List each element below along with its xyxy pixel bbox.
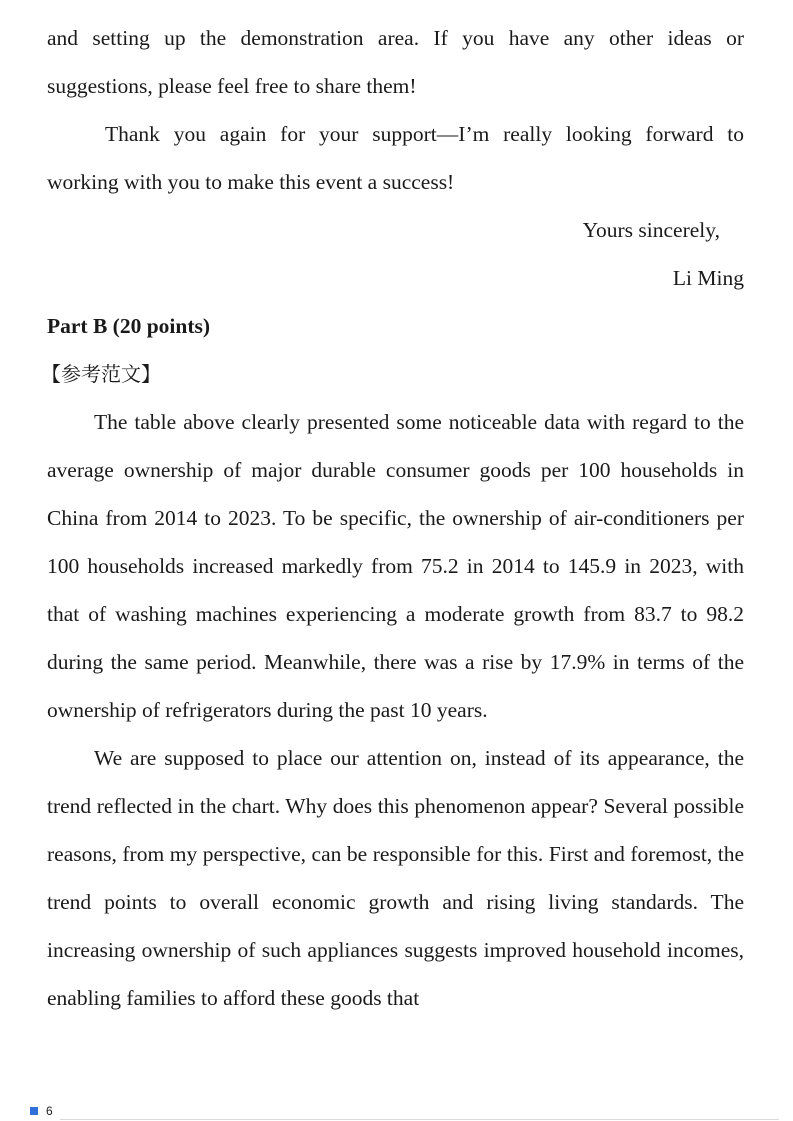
letter-signature: Li Ming <box>672 266 744 290</box>
page-marker-icon <box>30 1107 38 1115</box>
part-b-heading: Part B (20 points) <box>47 314 211 338</box>
essay-paragraph-1: The table above clearly presented some noticeable data with regard to the average ownership of major durable consumer goods per 100 households in China from 2014 to 2023. To be specific, the ownership of air-conditioners per 100 households increased markedly from 75.2 in 2014 to 145.9 in 2023, with that of washing machines experiencing a moderate growth from 83.7 to 98.2 during the same period. Meanwhile, there was a rise by 17.9% in terms of the ownership of refrigerators during the past 10 years. <box>47 410 744 722</box>
essay-paragraph-2: We are supposed to place our attention on, instead of its appearance, the trend reflected in the chart. Why does this phenomenon appear? Several possible reasons, from my perspective, can be responsible for this. First and foremost, the trend points to overall economic growth and rising living standards. The increasing ownership of such appliances suggests improved household incomes, enabling families to afford these goods that <box>47 746 744 1010</box>
footer-divider <box>60 1119 779 1120</box>
letter-thanks-paragraph: Thank you again for your support—I’m really looking forward to working with you to make this event a success! <box>47 122 744 194</box>
page-footer <box>30 1104 53 1118</box>
page-number: 6 <box>46 1104 53 1118</box>
reference-essay-label: 【参考范文】 <box>41 362 161 386</box>
letter-continuation-paragraph: and setting up the demonstration area. If you have any other ideas or suggestions, please feel free to share them! <box>47 26 744 98</box>
document-page <box>41 14 744 1022</box>
letter-closing: Yours sincerely, <box>582 218 720 242</box>
